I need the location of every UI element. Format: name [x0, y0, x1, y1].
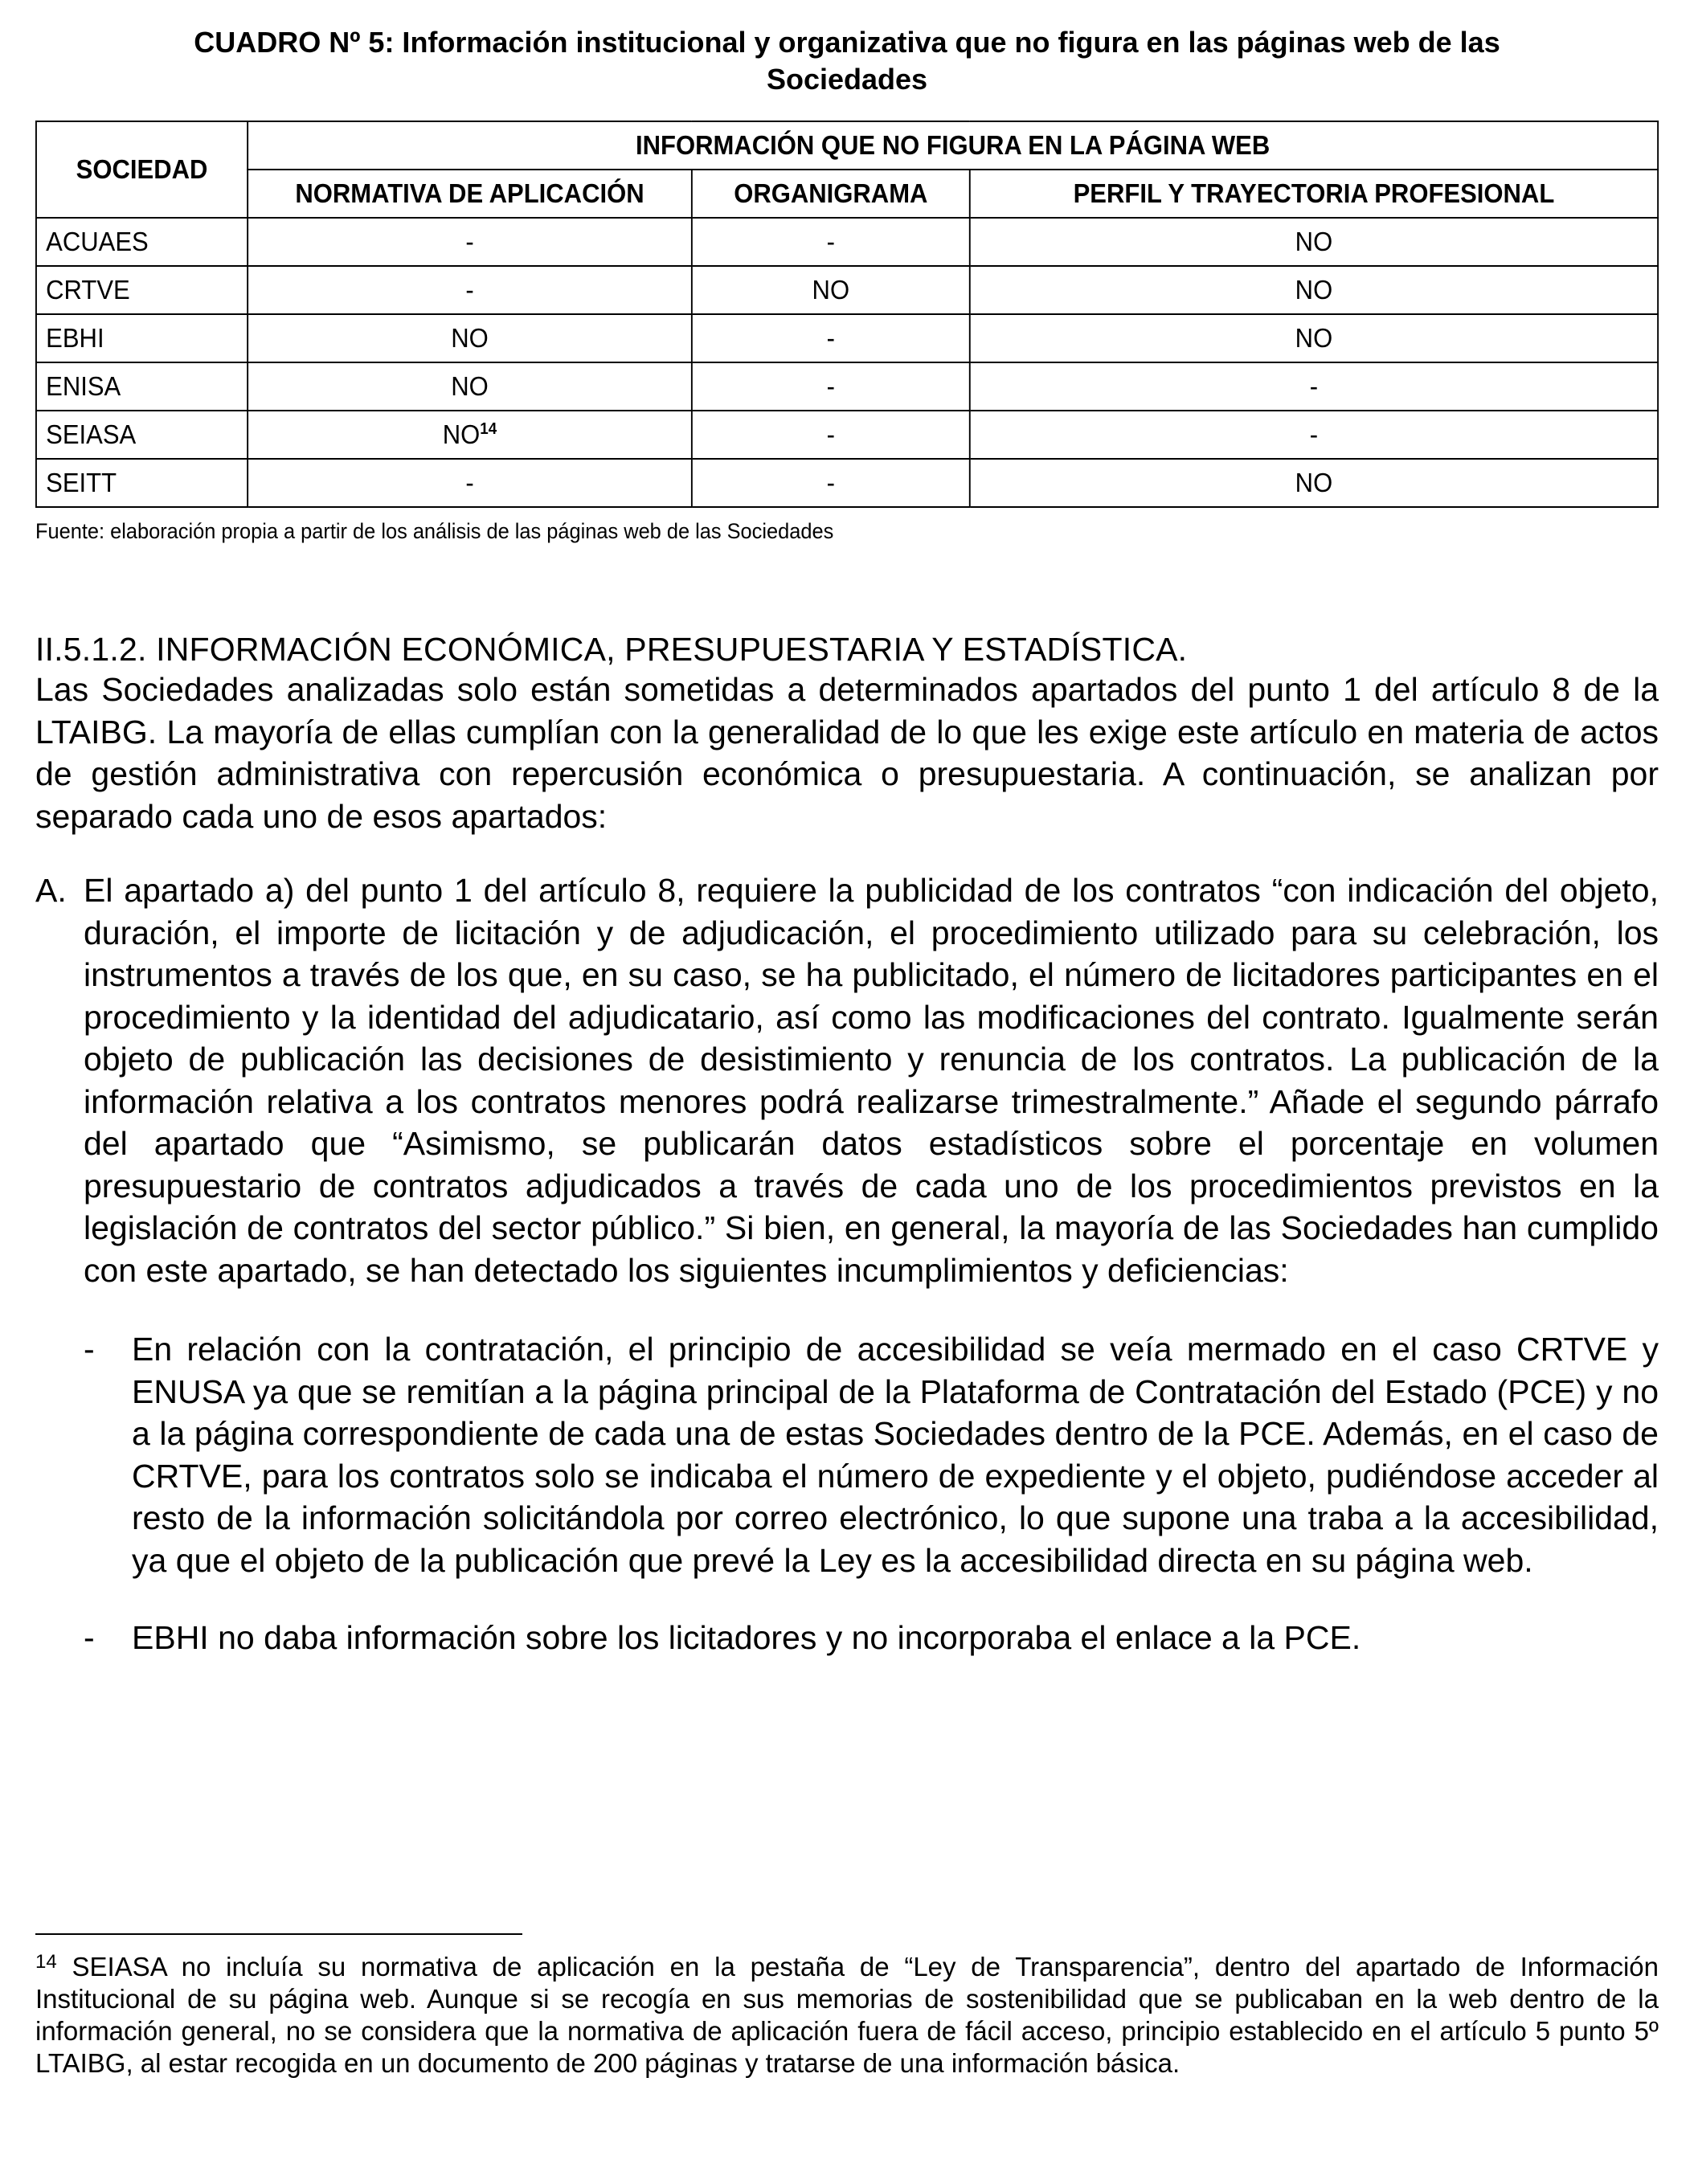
table-source: Fuente: elaboración propia a partir de los análisis de las páginas web de las Sociedades: [35, 519, 834, 543]
table-caption-line-2: Sociedades: [766, 63, 928, 96]
table-caption-line-1: CUADRO Nº 5: Información institucional y organizativa que no figura en las páginas web de las: [194, 26, 1500, 59]
table-wrapper: [35, 121, 1659, 508]
dash-marker: -: [84, 1619, 95, 1656]
cell-organigrama: -: [692, 218, 970, 266]
cell-sociedad: ACUAES: [36, 218, 248, 266]
list-item: [35, 1617, 1659, 1659]
cell-normativa: NO: [248, 314, 692, 362]
info-table: [35, 121, 1659, 508]
cell-sociedad: ENISA: [36, 362, 248, 411]
cell-organigrama: -: [692, 314, 970, 362]
footnote-text: SEIASA no incluía su normativa de aplicación en la pestaña de “Ley de Transparencia”, dentro del apartado de Información Institucional de su página web. Aunque si se recogía en sus memorias de sostenibilidad que se publicaban en la web dentro de la información general, no se considera que la normativa de aplicación fuera de fácil acceso, principio establecido en el artículo 5 punto 5º LTAIBG, al estar recogida en un documento de 200 páginas y tratarse de una información básica.: [35, 1952, 1659, 2078]
table-row: [36, 459, 1658, 507]
list-marker: A.: [35, 872, 67, 909]
cell-perfil: NO: [970, 218, 1658, 266]
cell-normativa: -: [248, 266, 692, 314]
footnote: [35, 1951, 1659, 2080]
footnote-ref[interactable]: 14: [480, 420, 497, 438]
list-item-a: [35, 869, 1659, 1291]
cell-sociedad: EBHI: [36, 314, 248, 362]
section-heading: II.5.1.2. INFORMACIÓN ECONÓMICA, PRESUPUESTARIA Y ESTADÍSTICA.: [35, 631, 1188, 668]
table-caption: [51, 24, 1643, 98]
table-row: [36, 218, 1658, 266]
cell-organigrama: -: [692, 411, 970, 459]
cell-perfil: NO: [970, 459, 1658, 507]
cell-normativa: NO: [248, 362, 692, 411]
cell-perfil: -: [970, 411, 1658, 459]
cell-sociedad: SEIASA: [36, 411, 248, 459]
intro-paragraph: Las Sociedades analizadas solo están sometidas a determinados apartados del punto 1 del artículo 8 de la LTAIBG. La mayoría de ellas cumplían con la generalidad de lo que les exige este artículo en materia de actos de gestión administrativa con repercusión económica o presupuestaria. A continuación, se analizan por separado cada uno de esos apartados:: [35, 671, 1659, 835]
cell-perfil: NO: [970, 266, 1658, 314]
cell-organigrama: -: [692, 459, 970, 507]
dash-list: [35, 1328, 1659, 1659]
cell-sociedad: SEITT: [36, 459, 248, 507]
list-item-a-text: El apartado a) del punto 1 del artículo 8, requiere la publicidad de los contratos “con indicación del objeto, duración, el importe de licitación y de adjudicación, el procedimiento utilizado para su celebración, los instrumentos a través de los que, en su caso, se ha publicitado, el número de licitadores participantes en el procedimiento y la identidad del adjudicatario, así como las modificaciones del contrato. Igualmente serán objeto de publicación las decisiones de desistimiento y renuncia de los contratos. La publicación de la información relativa a los contratos menores podrá realizarse trimestralmente.” Añade el segundo párrafo del apartado que “Asimismo, se publicarán datos estadísticos sobre el porcentaje en volumen presupuestario de contratos adjudicados a través de cada uno de los procedimientos previstos en la legislación de contratos del sector público.” Si bien, en general, la mayoría de las Sociedades han cumplido con este apartado, se han detectado los siguientes incumplimientos y deficiencias:: [84, 872, 1659, 1289]
cell-normativa: -: [248, 218, 692, 266]
header-normativa: NORMATIVA DE APLICACIÓN: [248, 170, 692, 218]
header-sociedad: SOCIEDAD: [36, 121, 248, 218]
table-row: [36, 314, 1658, 362]
table-row: [36, 411, 1658, 459]
dash-marker: -: [84, 1331, 95, 1368]
cell-normativa: -: [248, 459, 692, 507]
header-organigrama: ORGANIGRAMA: [692, 170, 970, 218]
dash-item-text: En relación con la contratación, el principio de accesibilidad se veía mermado en el caso CRTVE y ENUSA ya que se remitían a la página principal de la Plataforma de Contratación del Estado (PCE) y no a la página correspondiente de cada una de estas Sociedades dentro de la PCE. Además, en el caso de CRTVE, para los contratos solo se indicaba el número de expediente y el objeto, pudiéndose acceder al resto de la información solicitándola por correo electrónico, lo que supone una traba a la accesibilidad, ya que el objeto de la publicación que prevé la Ley es la accesibilidad directa en su página web.: [132, 1331, 1659, 1579]
cell-perfil: NO: [970, 314, 1658, 362]
footnote-divider: [35, 1933, 522, 1935]
header-group: INFORMACIÓN QUE NO FIGURA EN LA PÁGINA WEB: [248, 121, 1658, 170]
table-row: [36, 266, 1658, 314]
cell-organigrama: -: [692, 362, 970, 411]
header-perfil: PERFIL Y TRAYECTORIA PROFESIONAL: [970, 170, 1658, 218]
cell-sociedad: CRTVE: [36, 266, 248, 314]
cell-organigrama: NO: [692, 266, 970, 314]
footnote-number: 14: [35, 1951, 57, 1973]
dash-item-text: EBHI no daba información sobre los licitadores y no incorporaba el enlace a la PCE.: [132, 1619, 1361, 1656]
document-page: [35, 24, 1659, 1695]
cell-perfil: -: [970, 362, 1658, 411]
cell-normativa: NO$^{14}$: [248, 411, 692, 459]
table-row: [36, 362, 1658, 411]
list-item: [35, 1328, 1659, 1581]
